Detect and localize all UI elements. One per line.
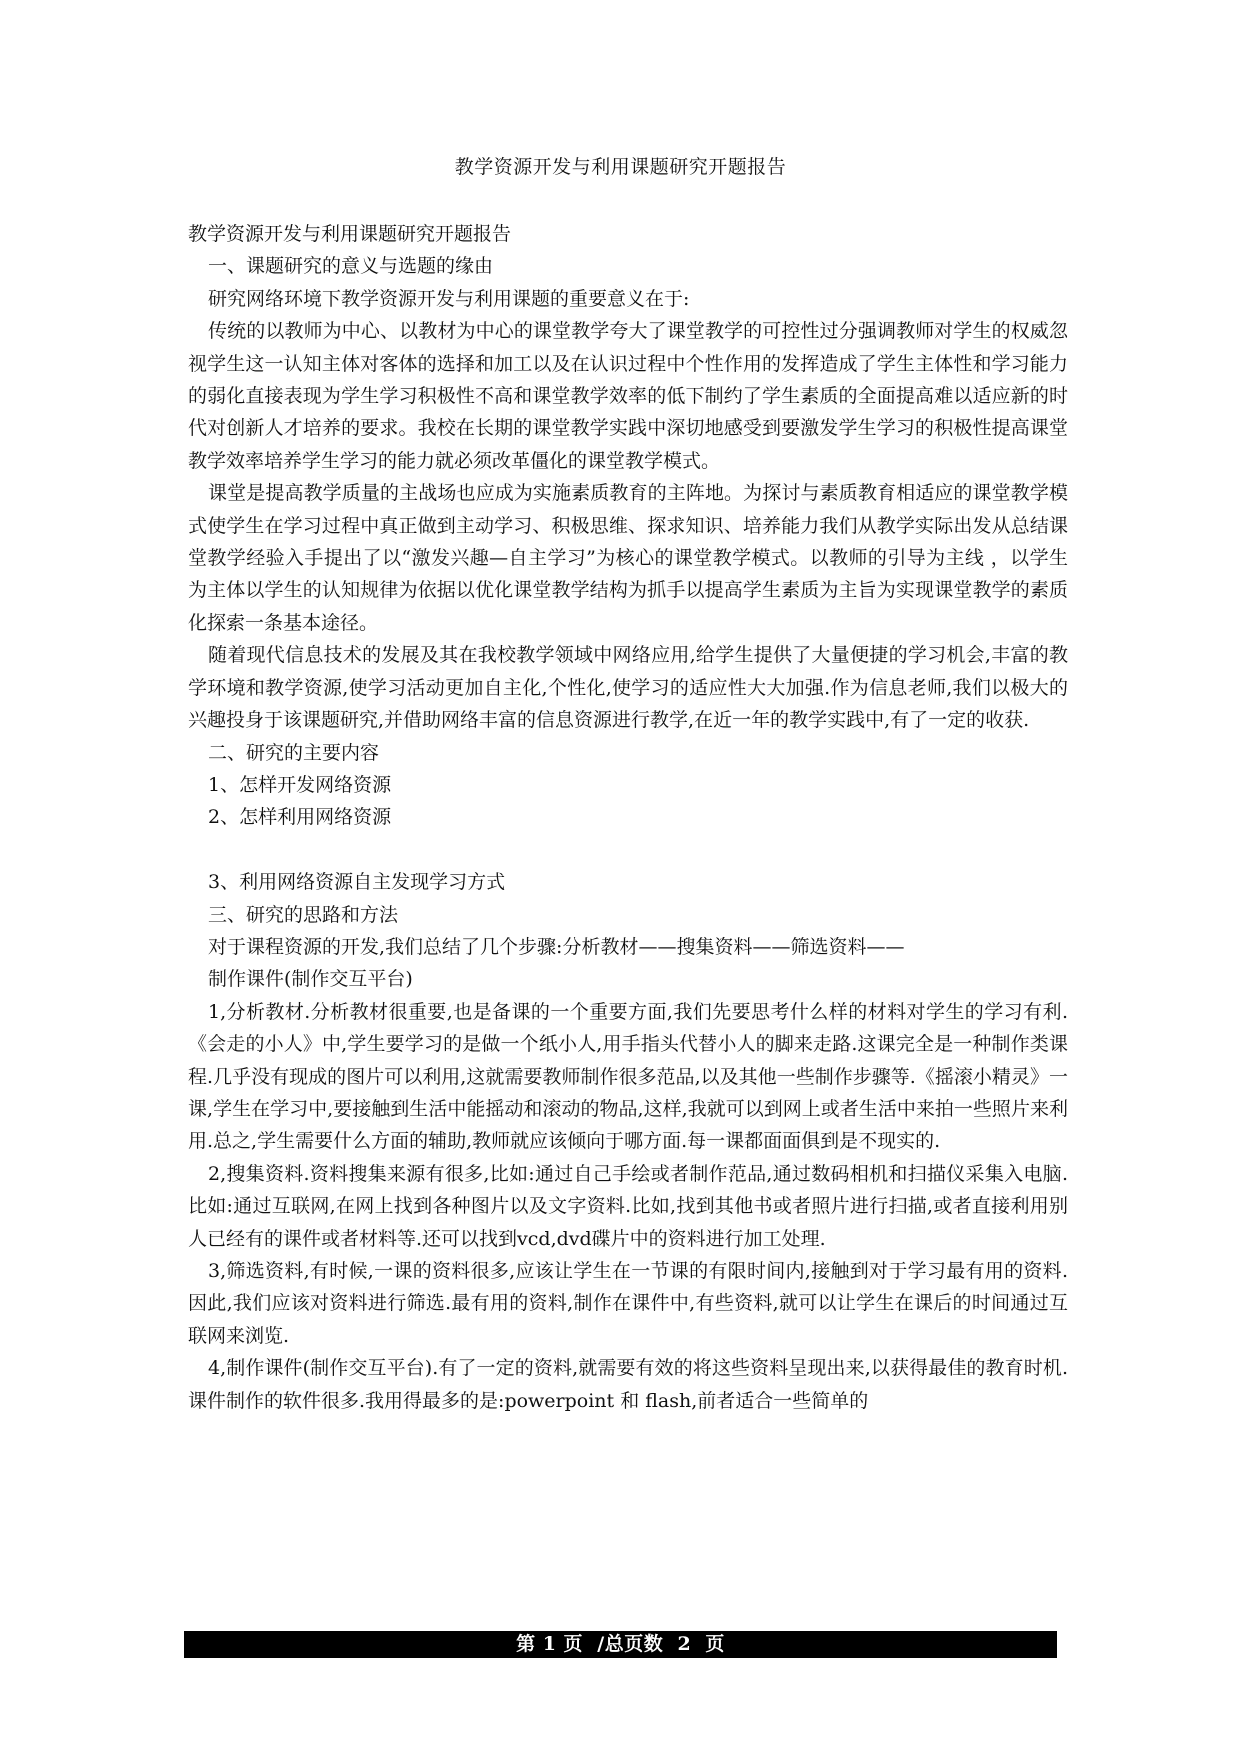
- section-heading-3: 三、研究的思路和方法: [208, 903, 399, 926]
- blank-line: [188, 834, 1068, 866]
- paragraph: 1,分析教材.分析教材很重要,也是备课的一个重要方面,我们先要思考什么样的材料对学生的学习有利.《会走的小人》中,学生要学习的是做一个纸小人,用手指头代替小人的脚来走路.这课完全是一种制作类课程.几乎没有现成的图片可以利用,这就需要教师制作很多范品,以及其他一些制作步骤等.《摇滚小精灵》一课,学生在学习中,要接触到生活中能摇动和滚动的物品,这样,我就可以到网上或者生活中来拍一些照片来利用.总之,学生需要什么方面的辅助,教师就应该倾向于哪方面.每一课都面面俱到是不现实的.: [188, 1000, 1068, 1153]
- paragraph: 随着现代信息技术的发展及其在我校教学领域中网络应用,给学生提供了大量便捷的学习机会,丰富的教学环境和教学资源,使学习活动更加自主化,个性化,使学习的适应性大大加强.作为信息老师,我们以极大的兴趣投身于该课题研究,并借助网络丰富的信息资源进行教学,在近一年的教学实践中,有了一定的收获.: [188, 644, 1068, 732]
- page-footer: [184, 1631, 1057, 1658]
- list-item: 2、怎样利用网络资源: [208, 806, 392, 829]
- paragraph: 课堂是提高教学质量的主战场也应成为实施素质教育的主阵地。为探讨与素质教育相适应的课堂教学模式使学生在学习过程中真正做到主动学习、积极思维、探求知识、培养能力我们从教学实际出发从总结课堂教学经验入手提出了以“激发兴趣—自主学习”为核心的课堂教学模式。以教师的引导为主线 ，以学生为主体以学生的认知规律为依据以优化课堂教学结构为抓手以提高学生素质为主旨为实现课堂教学的素质化探索一条基本途径。: [188, 482, 1068, 634]
- document-title: 教学资源开发与利用课题研究开题报告: [454, 156, 787, 178]
- document-body: [188, 218, 1068, 1417]
- section-heading-1: 一、课题研究的意义与选题的缘由: [208, 255, 494, 278]
- page-number: 第 1 页 /总页数 2 页: [516, 1633, 725, 1655]
- paragraph: 4,制作课件(制作交互平台).有了一定的资料,就需要有效的将这些资料呈现出来,以获得最佳的教育时机.课件制作的软件很多.我用得最多的是:powerpoint 和 flash,前者适合一些简单的: [188, 1357, 1068, 1412]
- list-item: 1、怎样开发网络资源: [208, 773, 392, 796]
- paragraph: 对于课程资源的开发,我们总结了几个步骤:分析教材——搜集资料——筛选资料——: [208, 935, 905, 958]
- body-heading: 教学资源开发与利用课题研究开题报告: [188, 223, 512, 245]
- paragraph: 制作课件(制作交互平台): [208, 968, 413, 991]
- section-heading-2: 二、研究的主要内容: [208, 741, 380, 764]
- paragraph: 传统的以教师为中心、以教材为中心的课堂教学夸大了课堂教学的可控性过分强调教师对学生的权威忽视学生这一认知主体对客体的选择和加工以及在认识过程中个性作用的发挥造成了学生主体性和学习能力的弱化直接表现为学生学习积极性不高和课堂教学效率的低下制约了学生素质的全面提高难以适应新的时代对创新人才培养的要求。我校在长期的课堂教学实践中深切地感受到要激发学生学习的积极性提高课堂教学效率培养学生学习的能力就必须改革僵化的课堂教学模式。: [188, 320, 1068, 472]
- paragraph: 2,搜集资料.资料搜集来源有很多,比如:通过自己手绘或者制作范品,通过数码相机和扫描仪采集入电脑.比如:通过互联网,在网上找到各种图片以及文字资料.比如,找到其他书或者照片进行扫描,或者直接利用别人已经有的课件或者材料等.还可以找到vcd,dvd碟片中的资料进行加工处理.: [188, 1162, 1068, 1250]
- paragraph: 研究网络环境下教学资源开发与利用课题的重要意义在于:: [208, 287, 690, 310]
- list-item: 3、利用网络资源自主发现学习方式: [208, 871, 506, 894]
- paragraph: 3,筛选资料,有时候,一课的资料很多,应该让学生在一节课的有限时间内,接触到对于学习最有用的资料.因此,我们应该对资料进行筛选.最有用的资料,制作在课件中,有些资料,就可以让学生在课后的时间通过互联网来浏览.: [188, 1259, 1068, 1347]
